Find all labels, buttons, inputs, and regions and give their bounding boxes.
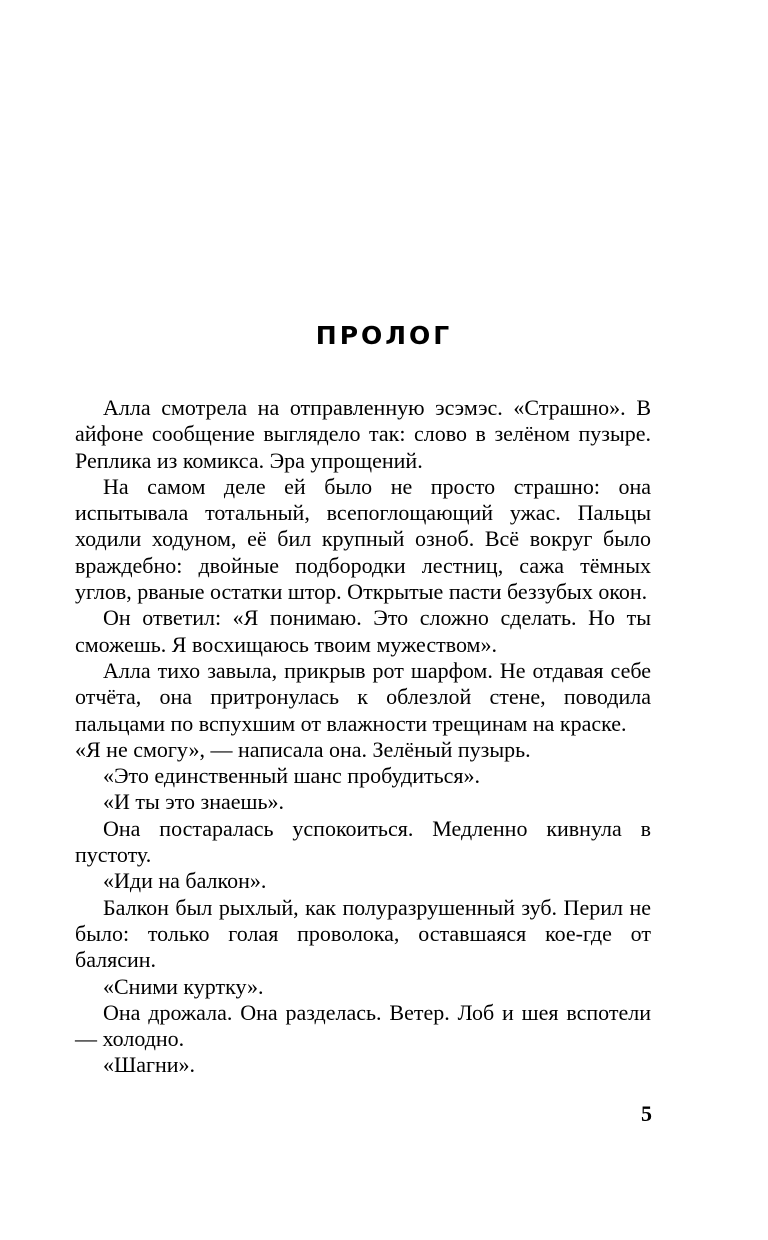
chapter-title: ПРОЛОГ [315,321,453,350]
paragraph: Она дрожала. Она разделась. Ветер. Лоб и шея вспотели — холодно. [75,999,651,1052]
paragraph: «Я не смогу», — написала она. Зелёный пузырь. [75,736,531,762]
paragraph: На самом деле ей было не просто страшно: она испытывала тотальный, всепоглощающий ужас. Пальцы ходили ходуном, её бил крупный озноб. Всё вокруг было враждебно: двойные подбородки лестниц, сажа тёмных углов, рваные остатки штор. Открытые пасти беззубых окон. [75,473,651,605]
paragraph: «Это единственный шанс пробудиться». [103,763,481,789]
page-number: 5 [641,1101,652,1126]
paragraph: «Иди на балкон». [103,868,267,894]
body-text [75,395,651,1079]
paragraph: «И ты это знаешь». [103,789,285,815]
paragraph: Она постаралась успокоиться. Медленно кивнула в пустоту. [75,815,651,868]
paragraph: Он ответил: «Я понимаю. Это сложно сделать. Но ты сможешь. Я восхищаюсь твоим мужеством». [75,605,651,657]
paragraph: Балкон был рыхлый, как полуразрушенный зуб. Перил не было: только голая проволока, оставшаяся кое-где от балясин. [75,894,651,973]
paragraph: «Сними куртку». [103,973,264,999]
paragraph: «Шагни». [103,1052,196,1078]
paragraph: Алла смотрела на отправленную эсэмэс. «Страшно». В айфоне сообщение выглядело так: слово в зелёном пузыре. Реплика из комикса. Эра упрощений. [75,395,651,473]
paragraph: Алла тихо завыла, прикрыв рот шарфом. Не отдавая себе отчёта, она притронулась к облезлой стене, поводила пальцами по вспухшим от влажности трещинам на краске. [75,657,651,736]
